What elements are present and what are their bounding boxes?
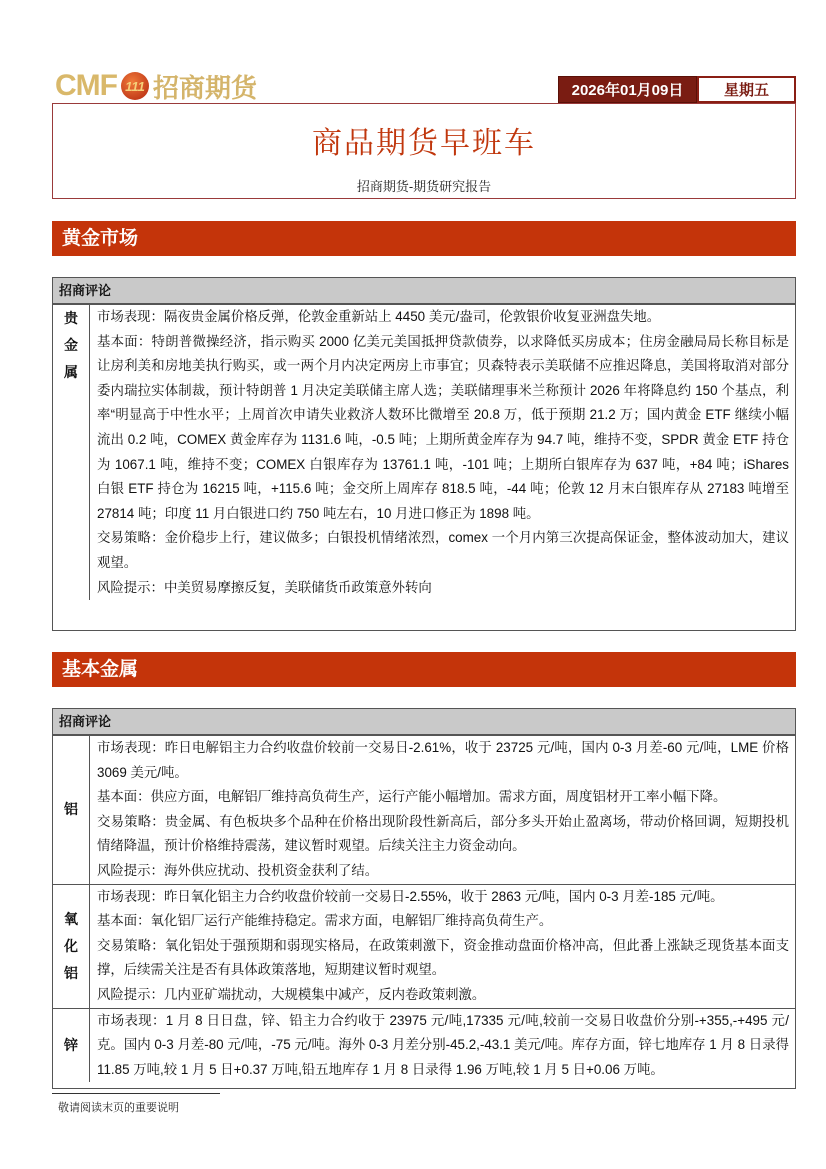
commentary-paragraph: 风险提示：几内亚矿端扰动，大规模集中减产，反内卷政策刺激。 — [97, 986, 486, 1002]
commentary-paragraph: 市场表现：昨日电解铝主力合约收盘价较前一交易日-2.61%，收于 23725 元/吨，国内 0-3 月差-60 元/吨，LME 价格 3069 美元/吨。 — [97, 740, 789, 780]
commodity-name — [53, 1009, 90, 1083]
commentary — [90, 305, 795, 600]
page-subtitle: 招商期货-期货研究报告 — [356, 179, 492, 194]
commodity-name — [53, 885, 90, 1008]
commentary-paragraph: 交易策略：氧化铝处于强预期和弱现实格局，在政策刺激下，资金推动盘面价格冲高，但此番上涨缺乏现货基本面支撑，后续需关注是否有具体政策落地，短期建议暂时观望。 — [97, 937, 789, 978]
table-header: 招商评论 — [53, 278, 795, 304]
commodity-name — [53, 305, 90, 600]
commentary-paragraph: 市场表现：昨日氧化铝主力合约收盘价较前一交易日-2.55%，收于 2863 元/吨，国内 0-3 月差-185 元/吨。 — [97, 888, 724, 904]
commodity-name-char: 铝 — [64, 801, 78, 818]
table-row — [53, 304, 795, 600]
page-title: 商品期货早班车 — [312, 127, 536, 160]
footer-disclaimer: 敬请阅读末页的重要说明 — [58, 1102, 179, 1114]
commentary-paragraph: 风险提示：海外供应扰动、投机资金获利了结。 — [97, 862, 379, 878]
commodity-name-char: 锌 — [64, 1036, 78, 1053]
commentary — [90, 885, 795, 1008]
commodity-name — [53, 736, 90, 884]
table-row — [53, 884, 795, 1008]
commentary-paragraph: 基本面：供应方面，电解铝厂维持高负荷生产，运行产能小幅增加。需求方面，周度铝材开工率小幅下降。 — [97, 789, 727, 805]
report-weekday: 星期五 — [697, 76, 796, 103]
commentary-paragraph: 基本面：氧化铝厂运行产能维持稳定。需求方面，电解铝厂维持高负荷生产。 — [97, 913, 553, 929]
commodity-name-char: 化 — [64, 937, 78, 954]
commentary-paragraph: 市场表现：1 月 8 日日盘，锌、铅主力合约收于 23975 元/吨,17335 元/吨,较前一交易日收盘价分别-+355,-+495 元/克。国内 0-3 月差-80 元/吨，-75 元/吨。海外 0-3 月差分别-45.2,-43.1 美元/吨。库存方面，锌七地库存 1 月 8 日录得 11.85 万吨,较 1 月 5 日+0.37 万吨,铅五地库存 1 月 8 日录得 1.96 万吨,较 1 月 5 日+0.06 万吨。 — [97, 1012, 789, 1077]
commodity-name-char: 金 — [64, 337, 78, 353]
commentary-paragraph: 风险提示：中美贸易摩擦反复，美联储货币政策意外转向 — [97, 579, 432, 595]
section-title-base-metals: 基本金属 — [52, 652, 796, 687]
report-date: 2026年01月09日 — [558, 76, 697, 103]
base-metals-comment-table — [52, 708, 796, 1089]
report-header — [52, 103, 796, 199]
gold-comment-table — [52, 277, 796, 631]
commodity-name-char: 铝 — [64, 964, 78, 981]
logo-badge-icon: 111 — [121, 72, 149, 100]
table-row — [53, 1008, 795, 1083]
logo-chinese: 招商期货 — [152, 72, 257, 103]
commodity-name-char: 贵 — [64, 310, 78, 326]
table-row — [53, 735, 795, 884]
commentary — [90, 736, 795, 884]
commentary — [90, 1009, 795, 1083]
commodity-name-char: 氧 — [64, 910, 78, 927]
footer-divider — [52, 1093, 220, 1094]
logo-latin: CMF — [55, 69, 117, 102]
commentary-paragraph: 基本面：特朗普微操经济，指示购买 2000 亿美元美国抵押贷款债券，以求降低买房成本；住房金融局局长称目标是让房利美和房地美执行购买，或一两个月内决定两房上市事宜；贝森特表示美联储不应推迟降息，美国将取消对部分委内瑞拉实体制裁，预计特朗普 1 月决定美联储主席人选；美联储理事米兰称预计 2026 年将降息约 150 个基点，利率“明显高于中性水平；上周首次申请失业救济人数环比微增至 20.8 万，低于预期 21.2 万；国内黄金 ETF 继续小幅流出 0.2 吨，COMEX 黄金库存为 1131.6 吨，-0.5 吨；上期所黄金库存为 94.7 吨，维持不变，SPDR 黄金 ETF 持仓为 1067.1 吨，维持不变；COMEX 白银库存为 13761.1 吨，-101 吨；上期所白银库存为 637 吨，+84 吨；iShares 白银 ETF 持仓为 16215 吨，+115.6 吨；金交所上周库存 818.5 吨，-44 吨；伦敦 12 月末白银库存从 27183 吨增至 27814 吨；印度 11 月白银进口约 750 吨左右，10 月进口修正为 1898 吨。 — [97, 333, 789, 521]
table-header: 招商评论 — [53, 709, 795, 735]
cmf-logo — [55, 68, 257, 104]
section-title-gold: 黄金市场 — [52, 221, 796, 256]
commentary-paragraph: 市场表现：隔夜贵金属价格反弹，伦敦金重新站上 4450 美元/盎司，伦敦银价收复亚洲盘失地。 — [97, 309, 661, 324]
commodity-name-char: 属 — [64, 364, 78, 380]
commentary-paragraph: 交易策略：金价稳步上行，建议做多；白银投机情绪浓烈，comex 一个月内第三次提高保证金，整体波动加大，建议观望。 — [97, 530, 789, 570]
commentary-paragraph: 交易策略：贵金属、有色板块多个品种在价格出现阶段性新高后，部分多头开始止盈离场，带动价格回调，短期投机情绪降温，预计价格维持震荡，建议暂时观望。后续关注主力资金动向。 — [97, 813, 789, 854]
